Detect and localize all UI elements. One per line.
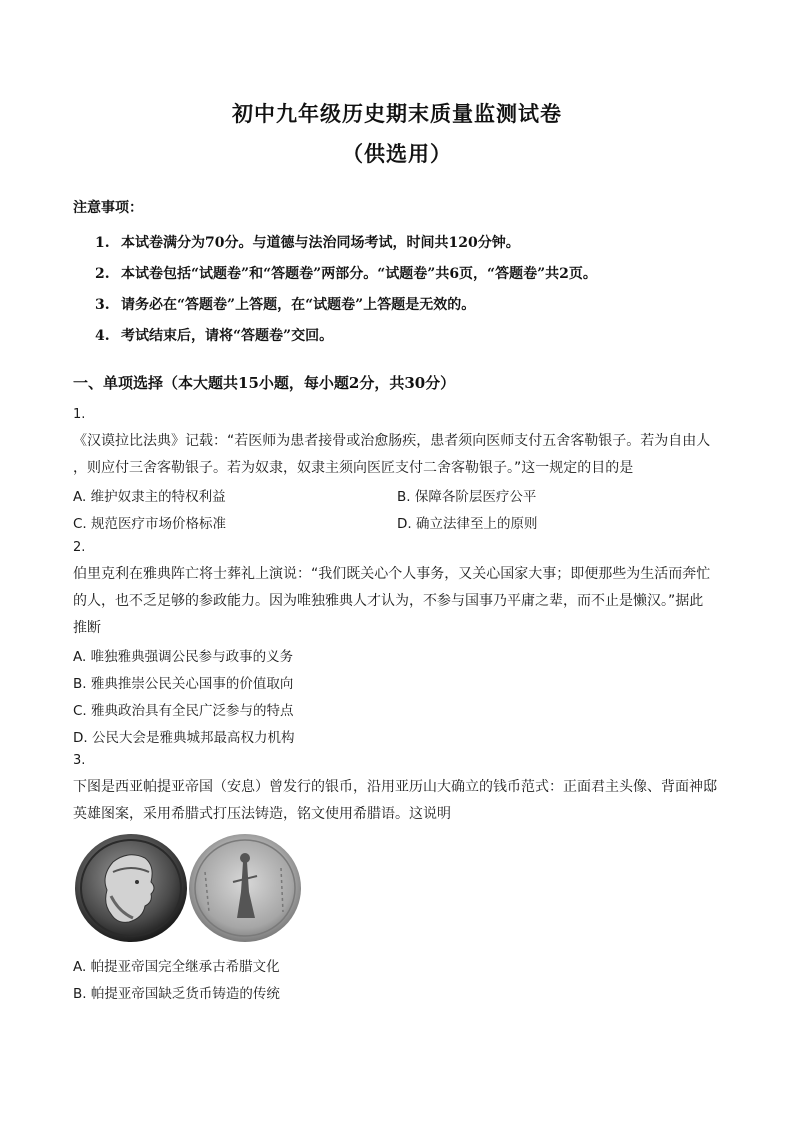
question-stem-line: 伯里克利在雅典阵亡将士葬礼上演说：“我们既关心个人事务，又关心国家大事；即便那些为生活而奔忙: [73, 566, 711, 582]
question-stem-line: 《汉谟拉比法典》记载：“若医师为患者接骨或治愈肠疾，患者须向医师支付五舍客勒银子。若为自由人: [73, 433, 711, 449]
question-stem-line: 推断: [73, 620, 101, 636]
question-number: 3.: [73, 753, 86, 768]
notice-item-text: 请务必在“答题卷”上答题，在“试题卷”上答题是无效的。: [121, 297, 476, 313]
option-a: A. 唯独雅典强调公民参与政事的义务: [73, 649, 294, 665]
notice-item-text: 考试结束后，请将“答题卷”交回。: [121, 328, 334, 344]
notice-item-number: 4.: [95, 328, 110, 344]
question-stem-line: 的人，也不乏足够的参政能力。因为唯独雅典人才认为，不参与国事乃平庸之辈，而不止是懒汉。”据此: [73, 593, 704, 609]
option-d: D. 公民大会是雅典城邦最高权力机构: [73, 730, 295, 746]
option-b: B. 保障各阶层医疗公平: [397, 489, 537, 505]
question-stem-line: 英雄图案，采用希腊式打压法铸造，铭文使用希腊语。这说明: [73, 806, 451, 822]
notice-item: [95, 325, 333, 345]
option-a: A. 帕提亚帝国完全继承古希腊文化: [73, 959, 280, 975]
notice-heading: 注意事项：: [73, 200, 143, 216]
option-c: C. 规范医疗市场价格标准: [73, 516, 227, 532]
page-subtitle: （供选用）: [342, 141, 452, 166]
question-number: 1.: [73, 407, 86, 422]
option-b: B. 帕提亚帝国缺乏货币铸造的传统: [73, 986, 280, 1002]
coin-obverse: [75, 834, 187, 942]
question-stem-line: 下图是西亚帕提亚帝国（安息）曾发行的银币，沿用亚历山大确立的钱币范式：正面君主头像、背面神邸: [73, 779, 717, 795]
notice-item: [95, 294, 475, 314]
question-stem-line: ，则应付三舍客勒银子。若为奴隶，奴隶主须向医匠支付二舍客勒银子。”这一规定的目的是: [73, 460, 634, 476]
option-d: D. 确立法律至上的原则: [397, 516, 538, 532]
silver-coin-image: [73, 832, 303, 944]
notice-item-number: 3.: [95, 297, 110, 313]
option-c: C. 雅典政治具有全民广泛参与的特点: [73, 703, 294, 719]
notice-item-number: 2.: [95, 266, 110, 282]
section-title: 一、单项选择（本大题共15小题，每小题2分，共30分）: [73, 374, 456, 392]
notice-item-number: 1.: [95, 235, 110, 251]
notice-item-text: 本试卷满分为70分。与道德与法治同场考试，时间共120分钟。: [121, 235, 520, 251]
notice-item: [95, 263, 597, 283]
page-title: 初中九年级历史期末质量监测试卷: [232, 101, 562, 126]
notice-item-text: 本试卷包括“试题卷”和“答题卷”两部分。“试题卷”共6页，“答题卷”共2页。: [121, 266, 597, 282]
coin-reverse: [189, 834, 301, 942]
notice-item: [95, 232, 520, 252]
option-a: A. 维护奴隶主的特权利益: [73, 489, 226, 505]
option-b: B. 雅典推崇公民关心国事的价值取向: [73, 676, 294, 692]
question-number: 2.: [73, 540, 86, 555]
